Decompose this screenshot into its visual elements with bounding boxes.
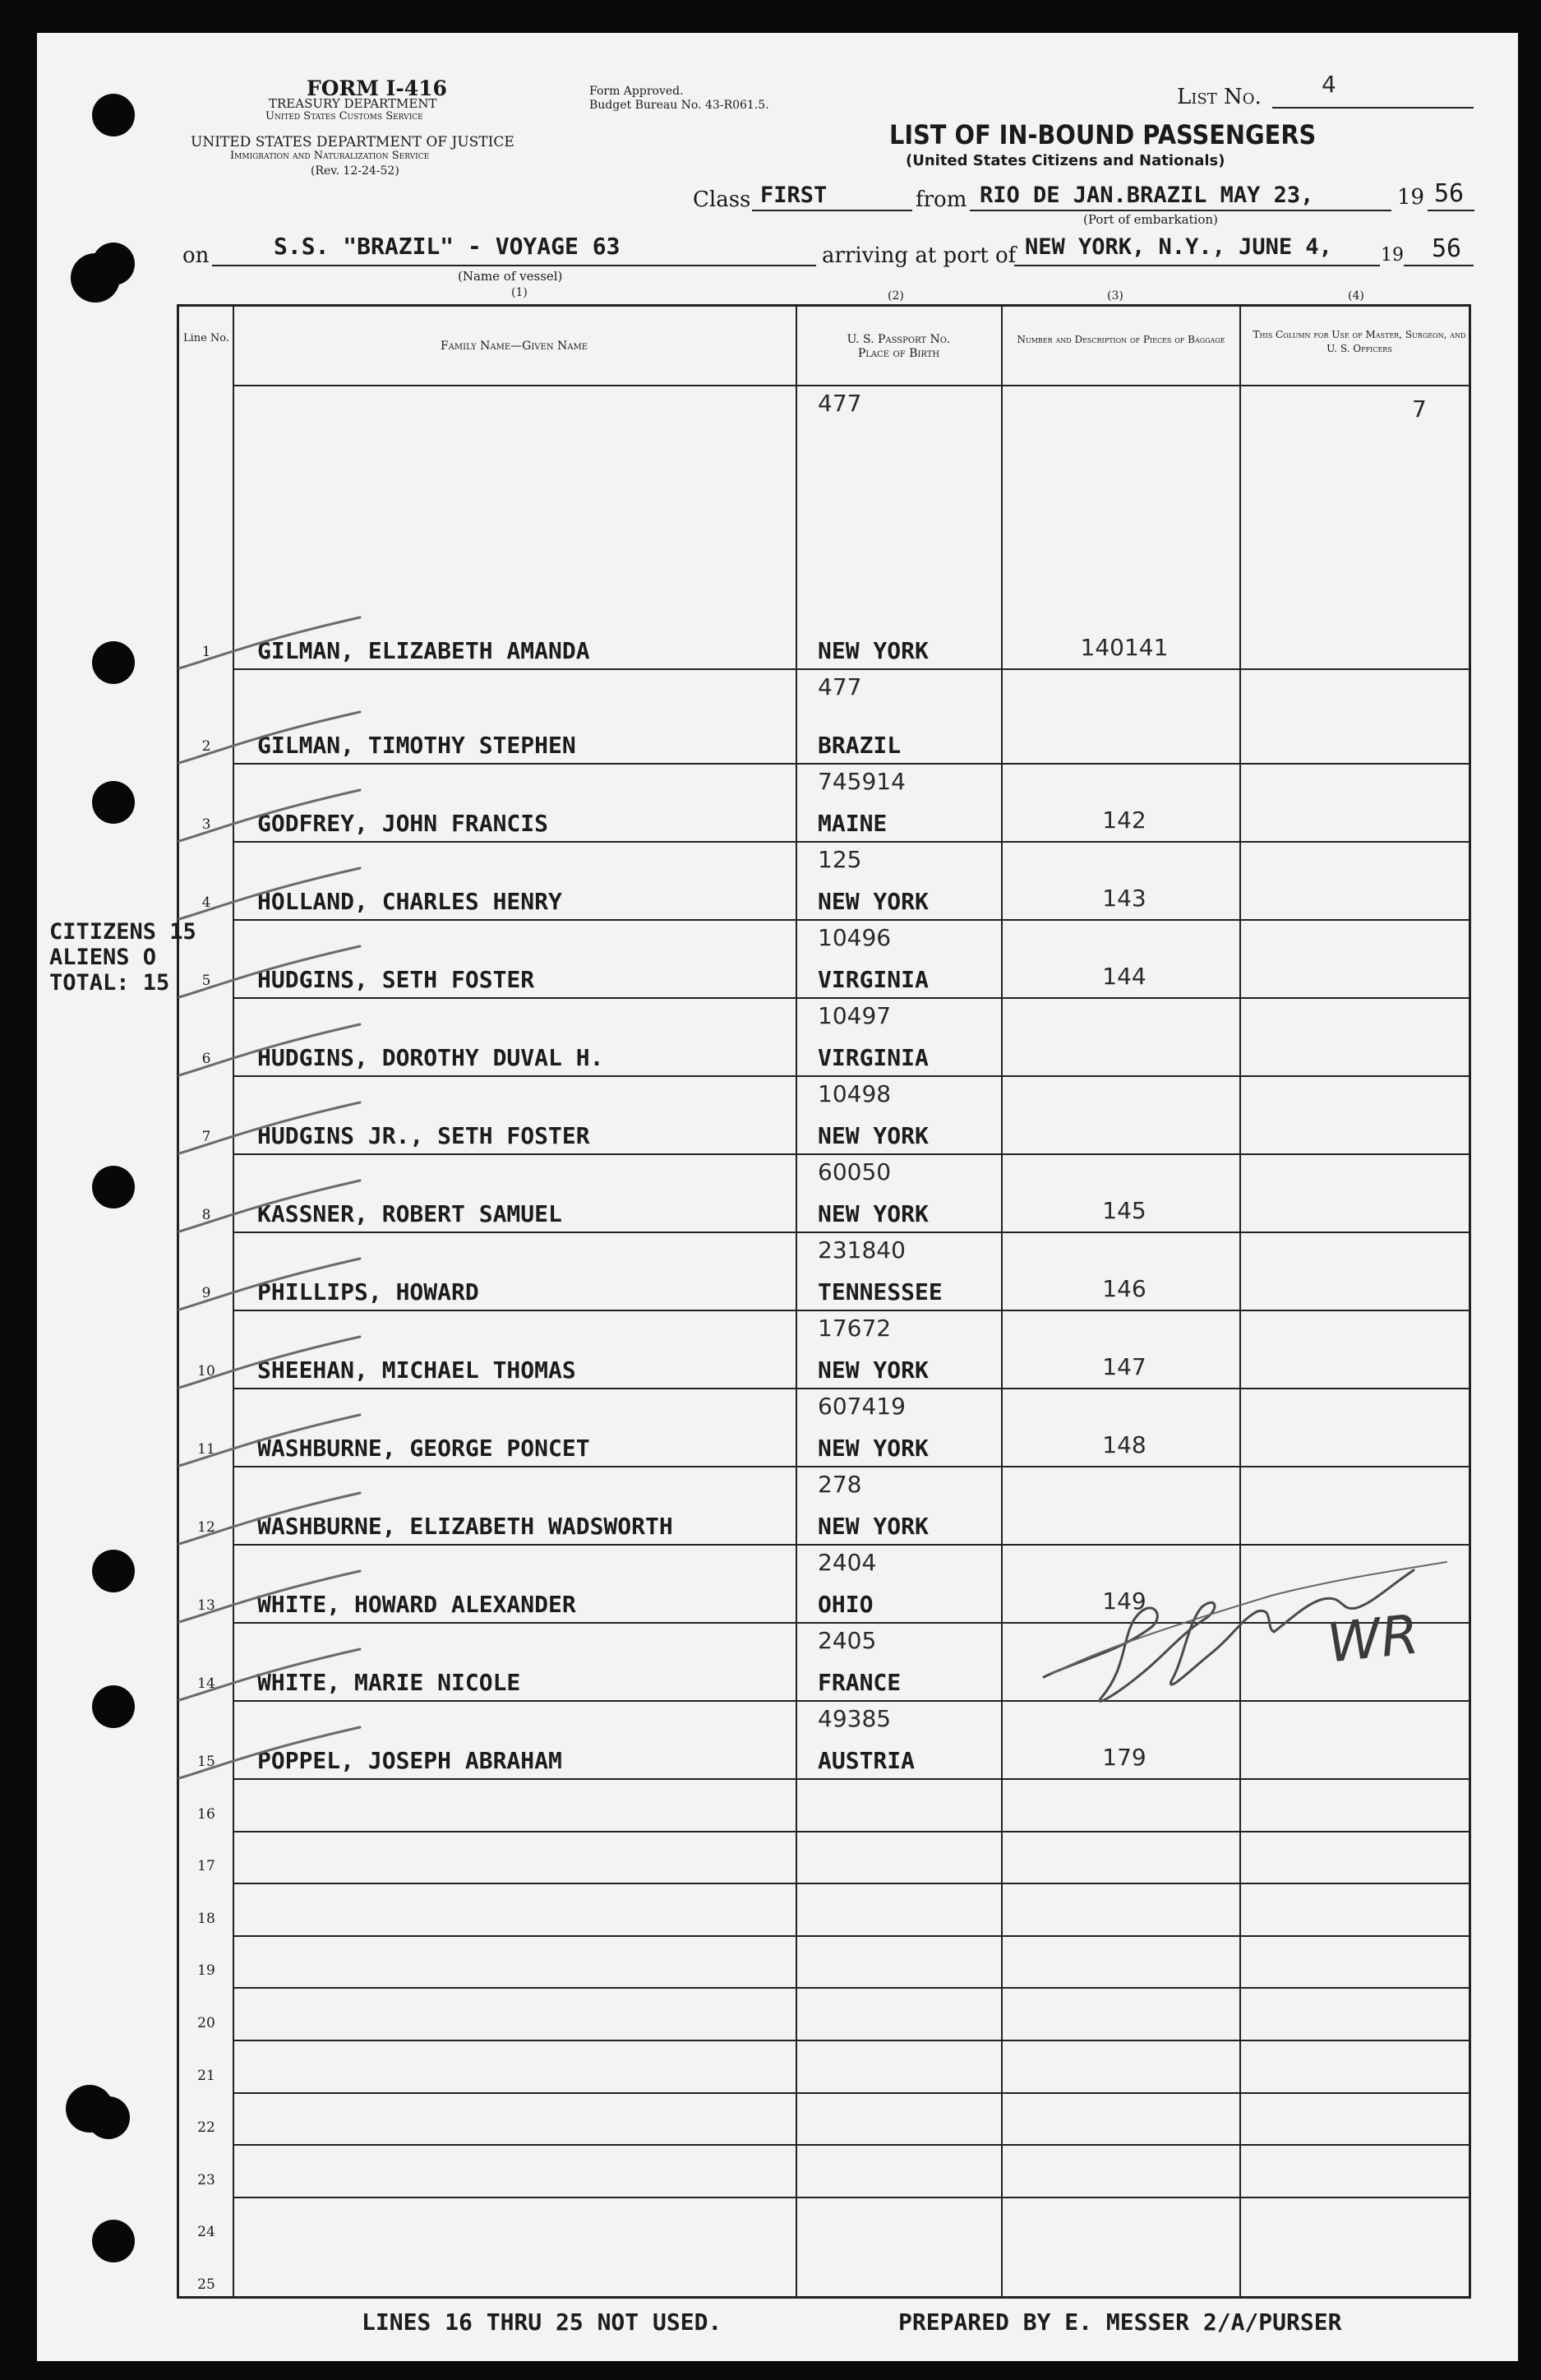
officers-note: 7 — [1412, 395, 1427, 423]
check-mark-icon — [171, 1486, 385, 1552]
place-of-birth: OHIO — [818, 1591, 874, 1618]
footer-prepared-by: PREPARED BY E. MESSER 2/A/PURSER — [898, 2308, 1342, 2336]
binder-hole — [87, 2096, 130, 2139]
row-divider — [233, 668, 1469, 670]
check-mark-icon — [171, 862, 385, 927]
passenger-name: GILMAN, TIMOTHY STEPHEN — [257, 732, 576, 759]
place-of-birth: FRANCE — [818, 1669, 902, 1696]
place-of-birth: TENNESSEE — [818, 1278, 943, 1306]
line-number: 4 — [201, 894, 211, 911]
line-number: 3 — [201, 816, 211, 833]
year-value: 56 — [1434, 179, 1465, 208]
place-of-birth: VIRGINIA — [818, 966, 929, 993]
passport-number: 17672 — [818, 1315, 892, 1342]
passenger-name: WASHBURNE, ELIZABETH WADSWORTH — [257, 1513, 673, 1540]
row-divider — [233, 1075, 1469, 1077]
passenger-name: HUDGINS JR., SETH FOSTER — [257, 1122, 590, 1149]
form-number: FORM I-416 — [307, 76, 447, 100]
check-mark-icon — [171, 940, 385, 1005]
baggage-count: 142 — [1102, 806, 1147, 834]
vessel-caption: (Name of vessel) — [458, 269, 563, 284]
row-divider — [233, 1883, 1469, 1884]
vessel-underline — [212, 265, 816, 266]
list-no-underline — [1272, 107, 1474, 109]
line-number: 21 — [197, 2067, 215, 2084]
passport-number: 2405 — [818, 1627, 877, 1654]
row-divider — [233, 1831, 1469, 1832]
baggage-count: 147 — [1102, 1353, 1147, 1380]
signature-initials: WR — [1324, 1602, 1422, 1675]
line-number: 16 — [197, 1805, 215, 1823]
passenger-name: HUDGINS, DOROTHY DUVAL H. — [257, 1044, 604, 1071]
binder-hole — [92, 1166, 135, 1208]
form-approved: Form Approved. — [589, 85, 684, 98]
check-mark-icon — [171, 1564, 385, 1630]
line-number: 23 — [197, 2171, 215, 2188]
page-subtitle: (United States Citizens and Nationals) — [906, 152, 1225, 169]
row-divider — [233, 2092, 1469, 2094]
col-divider — [1001, 307, 1003, 2296]
col-divider — [1239, 307, 1241, 2296]
check-mark-icon — [171, 1252, 385, 1318]
line-number: 7 — [201, 1129, 211, 1145]
place-of-birth: NEW YORK — [818, 888, 929, 915]
place-of-birth: NEW YORK — [818, 637, 929, 664]
binder-hole — [92, 641, 135, 684]
passport-number: 231840 — [818, 1236, 906, 1264]
row-divider — [233, 1153, 1469, 1155]
class-underline — [752, 210, 912, 211]
binder-hole — [92, 1685, 135, 1728]
row-divider — [233, 1987, 1469, 1989]
row-divider — [233, 1232, 1469, 1233]
passport-number: 278 — [818, 1471, 862, 1498]
header-line-no: Line No. — [182, 332, 230, 344]
footer-lines-note: LINES 16 THRU 25 NOT USED. — [362, 2308, 722, 2336]
line-number: 9 — [201, 1285, 211, 1301]
passenger-name: GODFREY, JOHN FRANCIS — [257, 810, 549, 837]
row-divider — [233, 997, 1469, 999]
header-passport: U. S. Passport No. Place of Birth — [847, 333, 951, 360]
form-revision: (Rev. 12-24-52) — [311, 164, 399, 178]
dept-treasury: TREASURY DEPARTMENT — [269, 96, 437, 111]
line-number: 15 — [197, 1754, 215, 1770]
row-divider — [233, 1310, 1469, 1311]
row-divider — [233, 2040, 1469, 2041]
place-of-birth: MAINE — [818, 810, 888, 837]
passenger-name: GILMAN, ELIZABETH AMANDA — [257, 637, 590, 664]
place-of-birth: AUSTRIA — [818, 1747, 916, 1774]
col-number-3: (3) — [1107, 289, 1123, 303]
col-number-1: (1) — [511, 286, 528, 299]
line-number: 20 — [197, 2015, 215, 2031]
row-divider — [233, 385, 1469, 386]
binder-hole — [92, 2220, 135, 2262]
arrival-year-value: 56 — [1432, 234, 1462, 263]
line-number: 14 — [197, 1675, 215, 1692]
line-number: 11 — [197, 1441, 215, 1458]
from-label: from — [916, 187, 967, 212]
dept-justice: UNITED STATES DEPARTMENT OF JUSTICE — [191, 134, 514, 150]
place-of-birth: NEW YORK — [818, 1122, 929, 1149]
row-divider — [233, 1388, 1469, 1389]
passport-number: 2404 — [818, 1549, 877, 1576]
passport-number: 10498 — [818, 1080, 892, 1107]
baggage-count: 148 — [1102, 1431, 1147, 1458]
passenger-name: KASSNER, ROBERT SAMUEL — [257, 1200, 562, 1227]
line-number: 22 — [197, 2119, 215, 2137]
row-divider — [233, 1778, 1469, 1780]
place-of-birth: NEW YORK — [818, 1513, 929, 1540]
check-mark-icon — [171, 611, 385, 677]
row-divider — [233, 1935, 1469, 1937]
place-of-birth: NEW YORK — [818, 1200, 929, 1227]
line-number: 6 — [201, 1051, 211, 1067]
check-mark-icon — [171, 1721, 385, 1786]
passenger-name: WHITE, HOWARD ALEXANDER — [257, 1591, 576, 1618]
class-value: FIRST — [760, 183, 828, 208]
check-mark-icon — [171, 1643, 385, 1708]
class-label: Class — [693, 187, 751, 212]
arrival-year-prefix: 19 — [1381, 245, 1404, 266]
line-number: 24 — [197, 2224, 215, 2241]
list-no-label: List No. — [1177, 85, 1262, 109]
line-number: 1 — [201, 644, 211, 660]
arrival-year-underline — [1404, 265, 1474, 266]
col-number-2: (2) — [888, 289, 904, 303]
header-name: Family Name—Given Name — [440, 340, 588, 353]
passport-number: 49385 — [818, 1705, 892, 1732]
line-number: 8 — [201, 1207, 211, 1223]
binder-hole — [92, 781, 135, 824]
check-mark-icon — [171, 705, 385, 771]
passport-number: 477 — [818, 390, 862, 417]
line-number: 19 — [197, 1962, 215, 1980]
row-divider — [233, 2144, 1469, 2146]
passport-number: 745914 — [818, 768, 906, 795]
passport-number: 477 — [818, 673, 862, 700]
passport-number: 10496 — [818, 924, 892, 951]
baggage-count: 143 — [1102, 885, 1147, 912]
passenger-name: SHEEHAN, MICHAEL THOMAS — [257, 1356, 576, 1384]
port-embarkation-caption: (Port of embarkation) — [1083, 212, 1218, 227]
row-divider — [233, 919, 1469, 921]
place-of-birth: VIRGINIA — [818, 1044, 929, 1071]
passenger-table — [177, 304, 1471, 2299]
binder-hole — [92, 243, 135, 285]
place-of-birth: BRAZIL — [818, 732, 902, 759]
passport-number: 10497 — [818, 1002, 892, 1029]
place-of-birth: NEW YORK — [818, 1435, 929, 1462]
place-of-birth: NEW YORK — [818, 1356, 929, 1384]
passenger-name: HUDGINS, SETH FOSTER — [257, 966, 535, 993]
list-no-value: 4 — [1322, 71, 1336, 98]
line-number: 2 — [201, 738, 211, 755]
passport-number: 60050 — [818, 1158, 892, 1185]
line-number: 10 — [197, 1363, 215, 1379]
from-value: RIO DE JAN.BRAZIL MAY 23, — [980, 183, 1314, 208]
baggage-count: 179 — [1102, 1744, 1147, 1771]
baggage-count: 149 — [1102, 1587, 1147, 1615]
line-number: 5 — [201, 973, 211, 989]
passenger-name: WASHBURNE, GEORGE PONCET — [257, 1435, 590, 1462]
line-number: 12 — [197, 1519, 215, 1536]
col-divider — [796, 307, 797, 2296]
budget-bureau: Budget Bureau No. 43-R061.5. — [589, 99, 769, 112]
baggage-count: 146 — [1102, 1275, 1147, 1302]
margin-total: TOTAL: 15 — [49, 970, 170, 996]
line-number: 13 — [197, 1597, 215, 1614]
from-underline — [970, 210, 1391, 211]
binder-hole — [92, 1550, 135, 1592]
check-mark-icon — [171, 1096, 385, 1162]
arriving-label: arriving at port of — [822, 243, 1017, 268]
passenger-name: POPPEL, JOSEPH ABRAHAM — [257, 1747, 562, 1774]
passenger-name: HOLLAND, CHARLES HENRY — [257, 888, 562, 915]
check-mark-icon — [171, 1408, 385, 1474]
header-officers: This Column for Use of Master, Surgeon, and U. S. Officers — [1253, 329, 1466, 354]
vessel-name: S.S. "BRAZIL" - VOYAGE 63 — [274, 233, 621, 260]
binder-hole — [92, 94, 135, 136]
row-divider — [233, 2197, 1469, 2198]
dept-ins: Immigration and Naturalization Service — [230, 150, 430, 162]
line-number: 25 — [197, 2276, 215, 2293]
baggage-count: 145 — [1102, 1197, 1147, 1224]
page-title: LIST OF IN-BOUND PASSENGERS — [889, 119, 1317, 150]
year-underline — [1428, 210, 1474, 211]
passport-number: 607419 — [818, 1393, 906, 1420]
check-mark-icon — [171, 783, 385, 849]
row-divider — [233, 763, 1469, 765]
header-baggage: Number and Description of Pieces of Baggage — [1017, 334, 1225, 345]
baggage-count: 144 — [1102, 963, 1147, 990]
row-divider — [233, 1466, 1469, 1467]
check-mark-icon — [171, 1330, 385, 1396]
check-mark-icon — [171, 1018, 385, 1084]
margin-aliens: ALIENS O — [49, 945, 157, 970]
row-divider — [233, 841, 1469, 843]
check-mark-icon — [171, 1174, 385, 1240]
margin-citizens: CITIZENS 15 — [49, 919, 196, 945]
col-number-4: (4) — [1348, 289, 1364, 303]
baggage-count: 140141 — [1080, 634, 1169, 661]
passport-number: 125 — [818, 846, 862, 873]
year-prefix: 19 — [1397, 185, 1425, 210]
arrival-underline — [1014, 265, 1380, 266]
line-number: 17 — [197, 1858, 215, 1875]
passenger-name: WHITE, MARIE NICOLE — [257, 1669, 521, 1696]
line-number: 18 — [197, 1910, 215, 1927]
arrival-port: NEW YORK, N.Y., JUNE 4, — [1025, 234, 1332, 260]
passenger-name: PHILLIPS, HOWARD — [257, 1278, 479, 1306]
on-label: on — [182, 243, 210, 268]
dept-customs: United States Customs Service — [265, 110, 423, 122]
